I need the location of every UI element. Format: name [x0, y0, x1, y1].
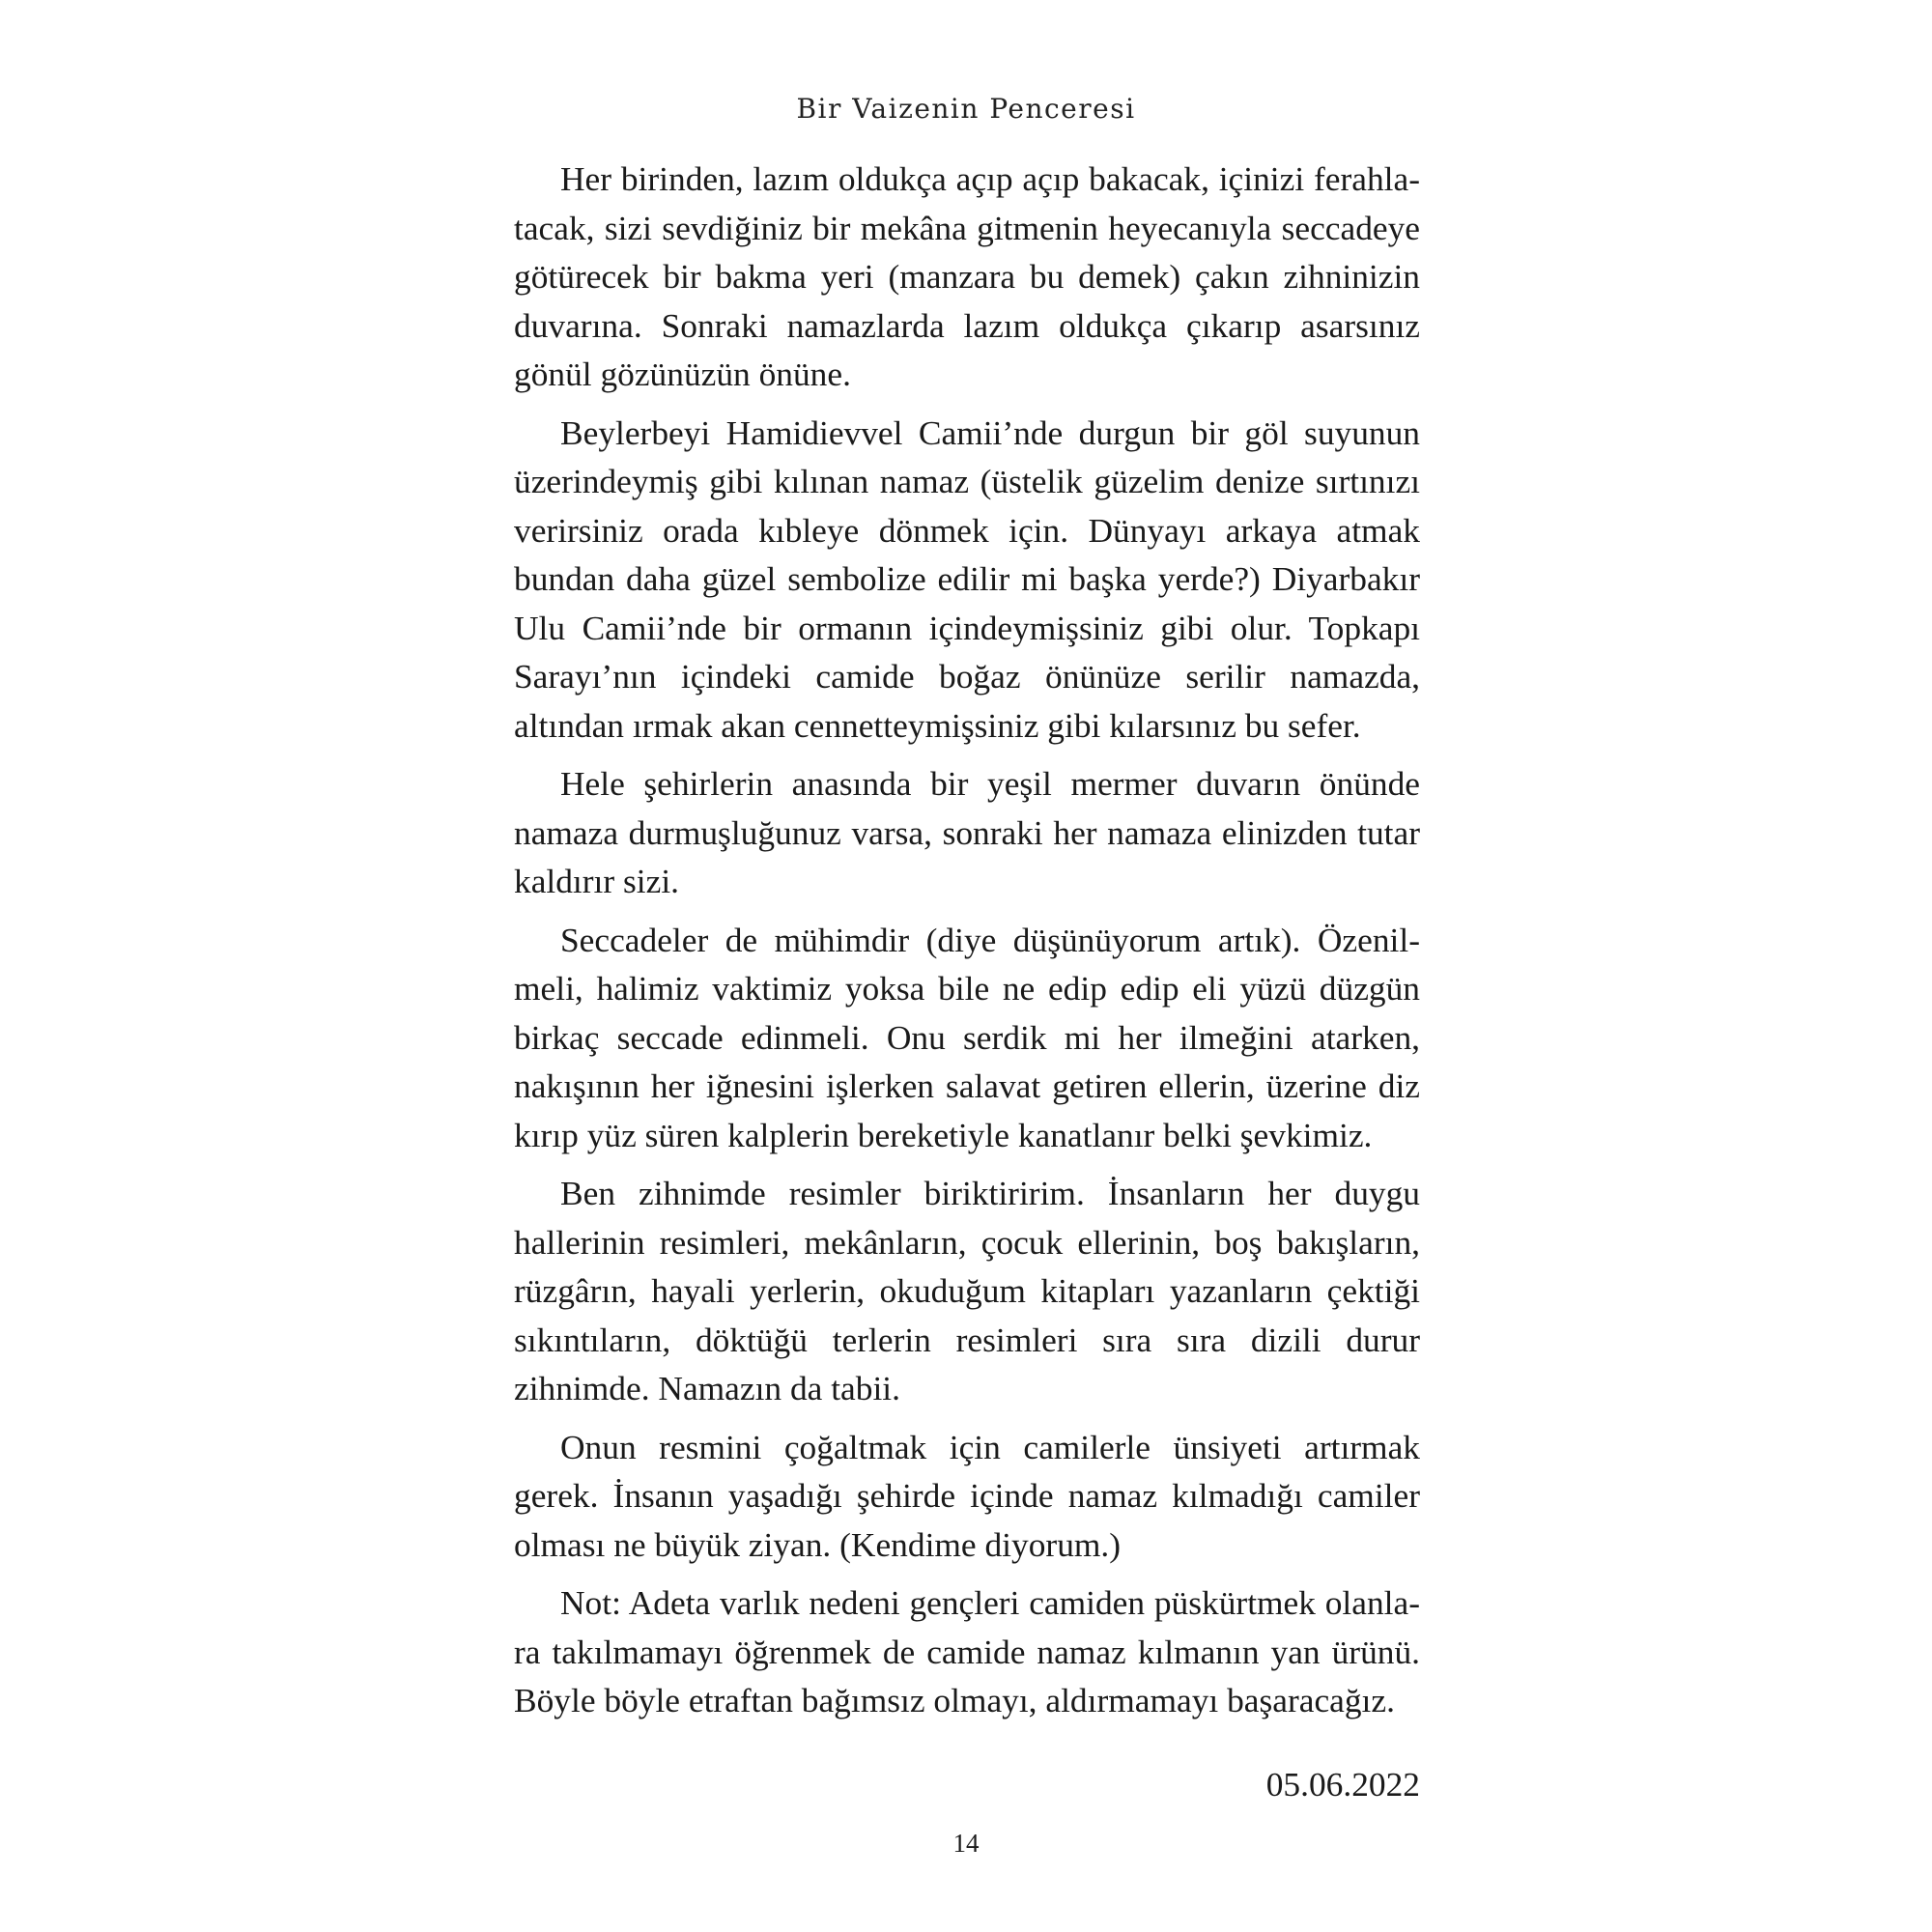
paragraph: Onun resmini çoğaltmak için camilerle ünsiyeti artırmak gerek. İnsanın yaşadığı şehirde içinde namaz kılmadığı camiler olması ne büyük ziyan. (Kendime diyorum.)	[514, 1427, 1420, 1564]
running-title: Bir Vaizenin Penceresi	[796, 93, 1136, 125]
entry-date: 05.06.2022	[1265, 1765, 1420, 1804]
paragraph: Seccadeler de mühimdir (diye düşünüyorum artık). Özenilmeli, halimiz vaktimiz yoksa bile ne edip edip eli yüzü düzgün birkaç seccade edinmeli. Onu serdik mi her ilmeğini atarken, nakışının her iğnesini işlerken salavat getiren ellerin, üzerine diz kırıp yüz süren kalplerin bereketiyle kanatlanır belki şevkimiz.	[514, 920, 1420, 1154]
page-number: 14	[952, 1829, 980, 1858]
paragraph: Hele şehirlerin anasında bir yeşil mermer duvarın önünde namaza durmuşluğunuz varsa, sonraki her namaza elinizden tutar kaldırır sizi.	[514, 764, 1420, 900]
paragraph: Her birinden, lazım oldukça açıp açıp bakacak, içinizi ferahlatacak, sizi sevdiğiniz bir mekâna gitmenin heyecanıyla seccadeye götürecek bir bakma yeri (manzara bu demek) çakın zihninizin duvarına. Sonraki namazlarda lazım oldukça çıkarıp asarsınız gönül gözünüzün önüne.	[514, 159, 1420, 393]
body-text	[514, 155, 1420, 1735]
paragraph: Ben zihnimde resimler biriktiririm. İnsanların her duygu hallerinin resimleri, mekânların, çocuk ellerinin, boş bakışların, rüzgârın, hayali yerlerin, okuduğum kitapları yazanların çektiği sıkıntıların, döktüğü terlerin resimleri sıra sıra dizili durur zihnimde. Namazın da tabii.	[514, 1174, 1420, 1407]
paragraph: Beylerbeyi Hamidievvel Camii’nde durgun bir göl suyunun üzerindeymiş gibi kılınan namaz (üstelik güzelim denize sırtınızı verirsiniz orada kıbleye dönmek için. Dünyayı arkaya atmak bundan daha güzel sembolize edilir mi başka yerde?) Diyarbakır Ulu Camii’nde bir ormanın içindeymişsiniz gibi olur. Topkapı Sarayı’nın içindeki camide boğaz önünüze serilir namazda, altından ırmak akan cennetteymişsiniz gibi kılarsınız bu sefer.	[514, 412, 1420, 745]
paragraph: Not: Adeta varlık nedeni gençleri camiden püskürtmek olanlara takılmamayı öğrenmek de camide namaz kılmanın yan ürünü. Böyle böyle etraftan bağımsız olmayı, aldırmamayı başaracağız.	[514, 1583, 1420, 1719]
